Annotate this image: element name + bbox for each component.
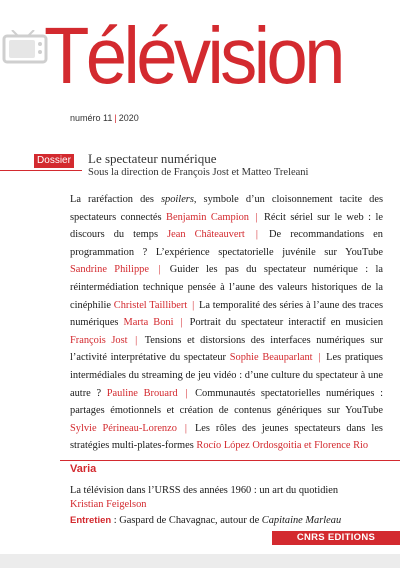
dossier-rule <box>0 170 82 171</box>
entretien-line: Entretien : Gaspard de Chavagnac, autour de Capitaine Marleau <box>70 515 342 526</box>
author: François Jost <box>70 334 128 346</box>
author: Rocío López Ordosgoitia et Florence Rio <box>196 440 369 452</box>
author: Marta Boni <box>123 317 174 329</box>
dossier-title: Le spectateur numérique <box>88 151 217 166</box>
dossier-label: Dossier <box>34 154 74 168</box>
varia-label: Varia <box>70 463 97 475</box>
issue-number: numéro 11 <box>70 113 113 123</box>
publisher-logo: CNRS EDITIONS <box>272 531 400 545</box>
author: Sylvie Périneau-Lorenzo <box>70 422 177 434</box>
table-of-contents: La raréfaction des spoilers, symbole d’un cloisonnement tacite des spectateurs connectés Benjamin Campion | Récit sériel sur le web : le discours du temps Jean Châteauvert | De recommandations en programmation ? L’expérience spectatorielle juvénile sur YouTube Sandrine Philippe | Guider les pas du spectateur numérique : la réintermédiation technique pensée à l’aune des valeurs historiques de la cinéphilie Christel Taillibert | La temporalité des séries à l’aune des traces numériques Marta Boni | Portrait du spectateur interactif en musicien François Jost | Tensions et distorsions des interfaces numériques sur l’activité interprétative du spectateur Sophie Beauparlant | Les pratiques intermédiales du streaming de jeu vidéo : d’une culture du spectateur à une autre ? Pauline Brouard | Communautés spectatorielles numériques : partages émotionnels et création de contenus génériques sur YouTube Sylvie Périneau-Lorenzo | Les rôles des jeunes spectateurs dans les stratégies multi-plates-formes Rocío López Ordosgoitia et Florence Rio <box>70 194 384 452</box>
author: Pauline Brouard <box>106 387 178 399</box>
dossier-subtitle: Sous la direction de François Jost et Matteo Treleani <box>88 167 309 178</box>
author: Christel Taillibert <box>113 299 188 311</box>
author: Jean Châteauvert <box>167 229 245 241</box>
bottom-bar <box>0 554 400 568</box>
masthead-title: Télévision <box>44 11 342 100</box>
issue-year: 2020 <box>118 113 139 123</box>
varia-article-title: La télévision dans l’URSS des années 1960 : un art du quotidien <box>70 485 339 496</box>
varia-rule <box>60 460 400 461</box>
entretien-label: Entretien <box>70 515 112 526</box>
author: Sophie Beauparlant <box>229 352 313 364</box>
issue-line: numéro 11 | 2020 <box>70 113 139 123</box>
author: Sandrine Philippe <box>70 264 149 276</box>
author: Benjamin Campion <box>166 211 249 223</box>
varia-article <box>70 484 390 512</box>
television-icon <box>2 30 48 64</box>
varia-article-author: Kristian Feigelson <box>70 499 147 510</box>
